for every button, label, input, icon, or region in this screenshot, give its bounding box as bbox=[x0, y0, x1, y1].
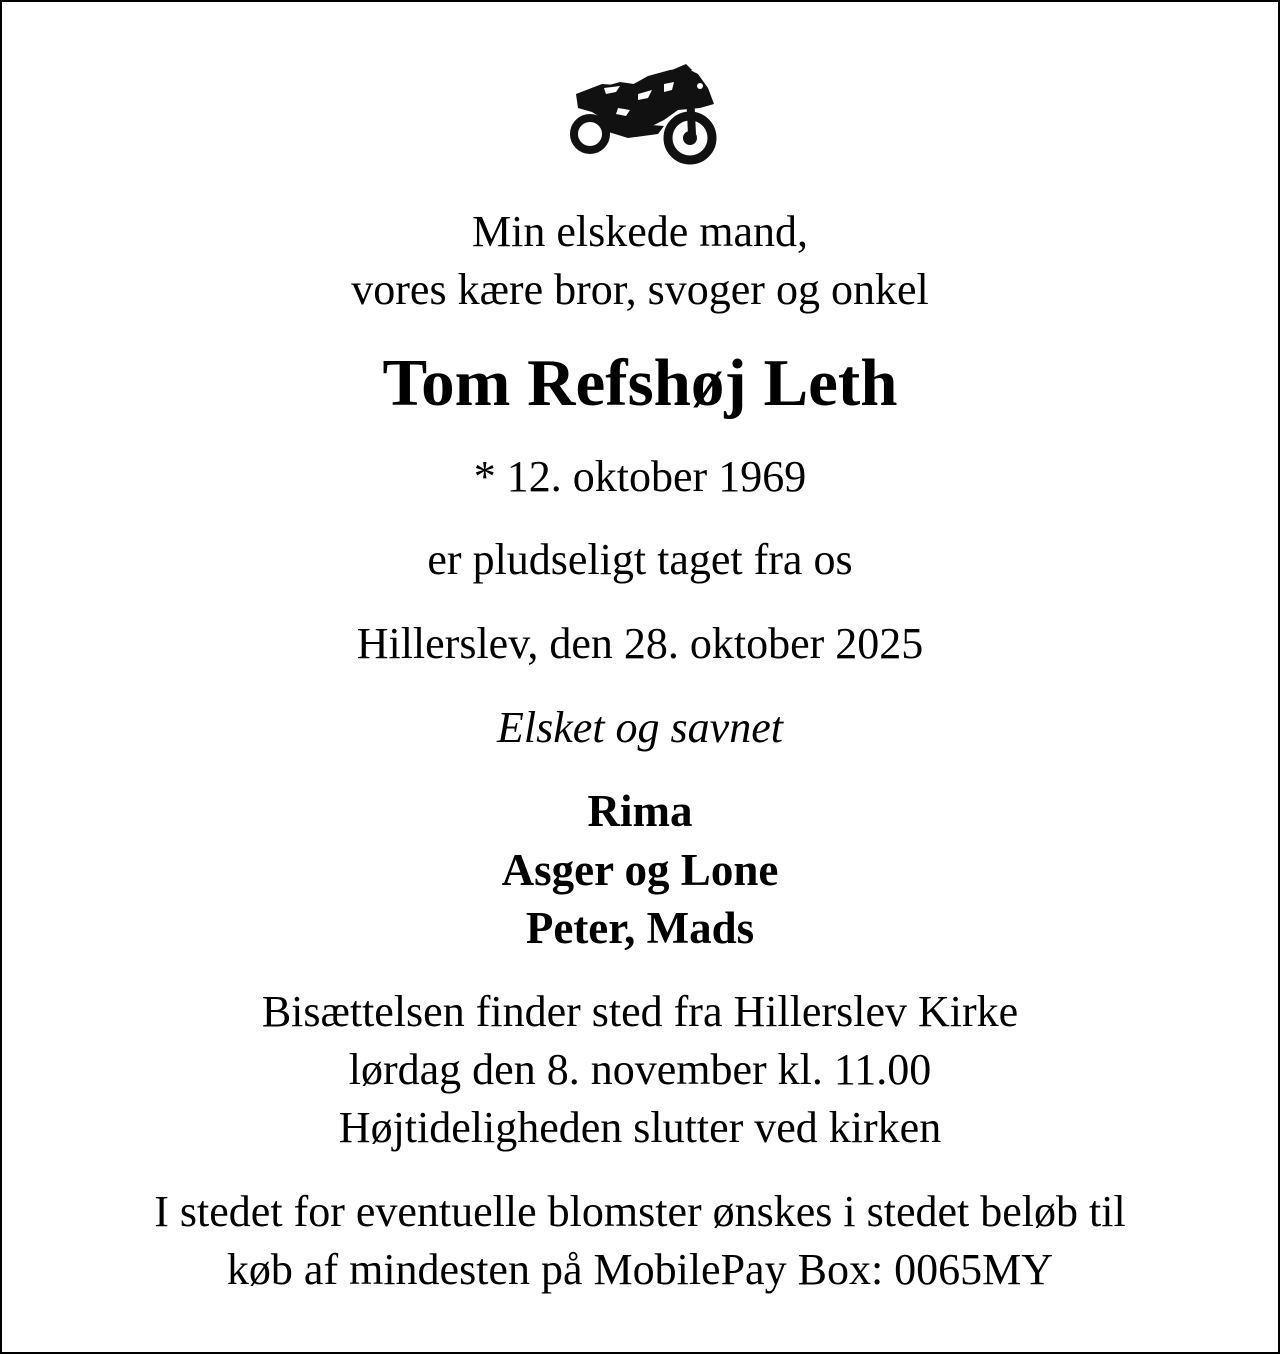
intro-line-1: Min elskede mand, bbox=[471, 207, 809, 256]
service-line-3: Højtideligheden slutter ved kirken bbox=[338, 1103, 942, 1152]
donation-line-2: køb af mindesten på MobilePay Box: 0065MY bbox=[226, 1245, 1054, 1294]
motorcycle-icon bbox=[568, 64, 720, 168]
service-line-2: lørdag den 8. november kl. 11.00 bbox=[348, 1045, 932, 1094]
family-line-3: Peter, Mads bbox=[525, 903, 755, 953]
announcement: er pludseligt taget fra os bbox=[427, 535, 853, 584]
family-line-2: Asger og Lone bbox=[501, 845, 779, 895]
place-date: Hillerslev, den 28. oktober 2025 bbox=[356, 619, 924, 668]
deceased-name: Tom Refshøj Leth bbox=[382, 346, 898, 420]
birth-date: * 12. oktober 1969 bbox=[473, 452, 807, 501]
service-line-1: Bisættelsen finder sted fra Hillerslev Kirke bbox=[261, 987, 1019, 1036]
intro-line-2: vores kære bror, svoger og onkel bbox=[351, 265, 929, 314]
tagline: Elsket og savnet bbox=[497, 703, 783, 752]
family-line-1: Rima bbox=[587, 786, 693, 836]
donation-line-1: I stedet for eventuelle blomster ønskes i stedet beløb til bbox=[154, 1187, 1126, 1236]
